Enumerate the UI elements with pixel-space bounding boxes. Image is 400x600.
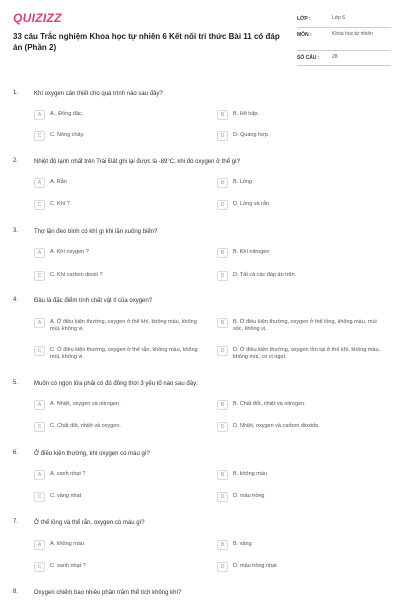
option-text: A.. Đông đặc.	[50, 111, 84, 117]
question-text: Nhiệt độ lạnh nhất trên Trái Đất ghi lại được là -89°C, khi đó oxygen ở thể gì?	[34, 159, 241, 165]
option-letter: C	[34, 346, 45, 356]
option-text: D. Lỏng và rắn	[233, 201, 270, 207]
option-text: A. xanh nhạt ?	[50, 471, 86, 477]
option-a[interactable]	[34, 318, 202, 333]
option-c[interactable]	[34, 492, 202, 502]
option-text: D. Ở điều kiện thường, oxygen tồn tại ở thể khí, không màu, không mùi, có vị ngọt.	[233, 347, 381, 360]
document-title: 33 câu Trắc nghiệm Khoa học tự nhiên 6 Kết nối tri thức Bài 11 có đáp án (Phần 2)	[13, 32, 280, 52]
option-text: B. Chất đốt, nhiệt và nitrogen.	[233, 401, 306, 407]
option-a[interactable]	[34, 540, 202, 550]
option-b[interactable]	[217, 318, 387, 333]
option-b[interactable]	[217, 400, 387, 410]
option-letter: C	[34, 492, 45, 502]
option-c[interactable]	[34, 422, 202, 432]
option-d[interactable]	[217, 346, 387, 361]
option-letter: A	[34, 540, 45, 550]
option-text: C. Khí carbon dioxit ?	[50, 272, 103, 278]
option-text: A. Rắn	[50, 179, 67, 185]
meta-row-grade	[297, 12, 391, 28]
option-letter: B	[217, 178, 228, 188]
option-letter: D	[217, 131, 228, 141]
option-text: D. Tất cả các đáp án trên.	[233, 272, 297, 278]
option-text: C. xanh nhạt ?	[50, 563, 86, 569]
option-letter: A	[34, 400, 45, 410]
option-letter: B	[217, 470, 228, 480]
option-text: B. không màu	[233, 471, 267, 477]
option-b[interactable]	[217, 470, 387, 480]
question-text: Thợ lặn đeo bình có khí gì khi lặn xuống biển?	[34, 229, 158, 235]
meta-row-count	[297, 51, 391, 66]
meta-value: Lớp 6	[332, 15, 346, 21]
option-b[interactable]	[217, 110, 387, 120]
option-c[interactable]	[34, 271, 202, 281]
option-a[interactable]	[34, 400, 202, 410]
option-text: A. Ở điều kiện thường, oxygen ở thể khí, không màu, không mùi, không vị.	[50, 319, 197, 332]
option-d[interactable]	[217, 562, 387, 572]
question-text: Muốn có ngọn lửa phải có đủ đồng thời 3 yếu tố nào sau đây:	[34, 381, 198, 387]
quizizz-logo: QUIZIZZ	[13, 11, 62, 25]
option-letter: C	[34, 562, 45, 572]
question-number: 4.	[13, 297, 19, 303]
meta-label: LỚP :	[297, 16, 311, 22]
meta-row-subject	[297, 28, 391, 51]
option-d[interactable]	[217, 131, 387, 141]
worksheet-header	[0, 0, 400, 74]
option-text: C. Khí ?	[50, 201, 70, 207]
meta-value: 28	[332, 54, 338, 60]
option-letter: C	[34, 200, 45, 210]
option-letter: C	[34, 271, 45, 281]
meta-label: SỐ CÂU :	[297, 55, 320, 61]
option-a[interactable]	[34, 110, 202, 120]
option-text: C. Nóng chảy.	[50, 132, 85, 138]
option-a[interactable]	[34, 470, 202, 480]
option-letter: B	[217, 400, 228, 410]
option-letter: C	[34, 131, 45, 141]
option-c[interactable]	[34, 562, 202, 572]
option-letter: D	[217, 200, 228, 210]
option-text: B. Ở điều kiện thường, oxygen ở thể lỏng, không màu, mùi sốc, không vị.	[233, 319, 377, 332]
option-b[interactable]	[217, 540, 387, 550]
option-d[interactable]	[217, 271, 387, 281]
option-text: B. vàng	[233, 541, 252, 547]
option-c[interactable]	[34, 200, 202, 210]
meta-box	[297, 12, 391, 66]
option-text: B. Khí nitrogen	[233, 249, 270, 255]
question-number: 2.	[13, 158, 19, 164]
question-number: 7.	[13, 519, 19, 525]
option-c[interactable]	[34, 346, 202, 361]
option-d[interactable]	[217, 200, 387, 210]
option-letter: B	[217, 318, 228, 328]
question-number: 8.	[13, 589, 19, 595]
option-letter: B	[217, 540, 228, 550]
option-letter: B	[217, 248, 228, 258]
option-a[interactable]	[34, 248, 202, 258]
question-number: 6.	[13, 450, 19, 456]
option-text: A. không màu	[50, 541, 84, 547]
option-text: B. Hô hấp.	[233, 111, 259, 117]
option-letter: C	[34, 422, 45, 432]
option-letter: D	[217, 271, 228, 281]
option-letter: A	[34, 318, 45, 328]
option-c[interactable]	[34, 131, 202, 141]
option-text: D. Quang hợp.	[233, 132, 270, 138]
question-number: 3.	[13, 228, 19, 234]
option-text: A. Khí oxygen ?	[50, 249, 89, 255]
option-text: C. vàng nhạt	[50, 493, 82, 499]
question-text: Khí oxygen cần thiết cho quá trình nào sau đây?	[34, 91, 163, 97]
option-text: D. màu hồng nhạt	[233, 563, 277, 569]
option-text: D. Nhiệt, oxygen và carbon dioxide.	[233, 423, 320, 429]
option-letter: D	[217, 562, 228, 572]
meta-label: MÔN :	[297, 32, 312, 38]
meta-value: Khoa học tự nhiên	[332, 31, 373, 37]
option-text: D. màu hồng	[233, 493, 265, 499]
question-text: Ở thể lỏng và thể rắn, oxygen có màu gì?	[34, 520, 145, 526]
question-number: 1.	[13, 90, 19, 96]
option-letter: D	[217, 422, 228, 432]
option-a[interactable]	[34, 178, 202, 188]
option-text: A. Nhiệt, oxygen và nitrogen.	[50, 401, 121, 407]
option-text: B. Lỏng	[233, 179, 252, 185]
question-text: Ở điều kiện thường, khí oxygen có màu gì?	[34, 451, 150, 457]
option-d[interactable]	[217, 492, 387, 502]
option-text: C. Chất đốt, nhiệt và oxygen.	[50, 423, 121, 429]
option-b[interactable]	[217, 178, 387, 188]
option-letter: B	[217, 110, 228, 120]
option-letter: A	[34, 248, 45, 258]
option-letter: A	[34, 178, 45, 188]
option-letter: D	[217, 492, 228, 502]
question-number: 5.	[13, 380, 19, 386]
option-b[interactable]	[217, 248, 387, 258]
question-text: Đâu là đặc điểm tính chất vật lí của oxygen?	[34, 298, 153, 304]
option-letter: D	[217, 346, 228, 356]
option-letter: A	[34, 110, 45, 120]
option-d[interactable]	[217, 422, 387, 432]
option-letter: A	[34, 470, 45, 480]
option-text: C. Ở điều kiện thường, oxygen ở thể rắn, không màu, không mùi, không vị.	[50, 347, 198, 360]
question-text: Oxygen chiếm bao nhiêu phần trăm thể tích không khí?	[34, 590, 182, 596]
